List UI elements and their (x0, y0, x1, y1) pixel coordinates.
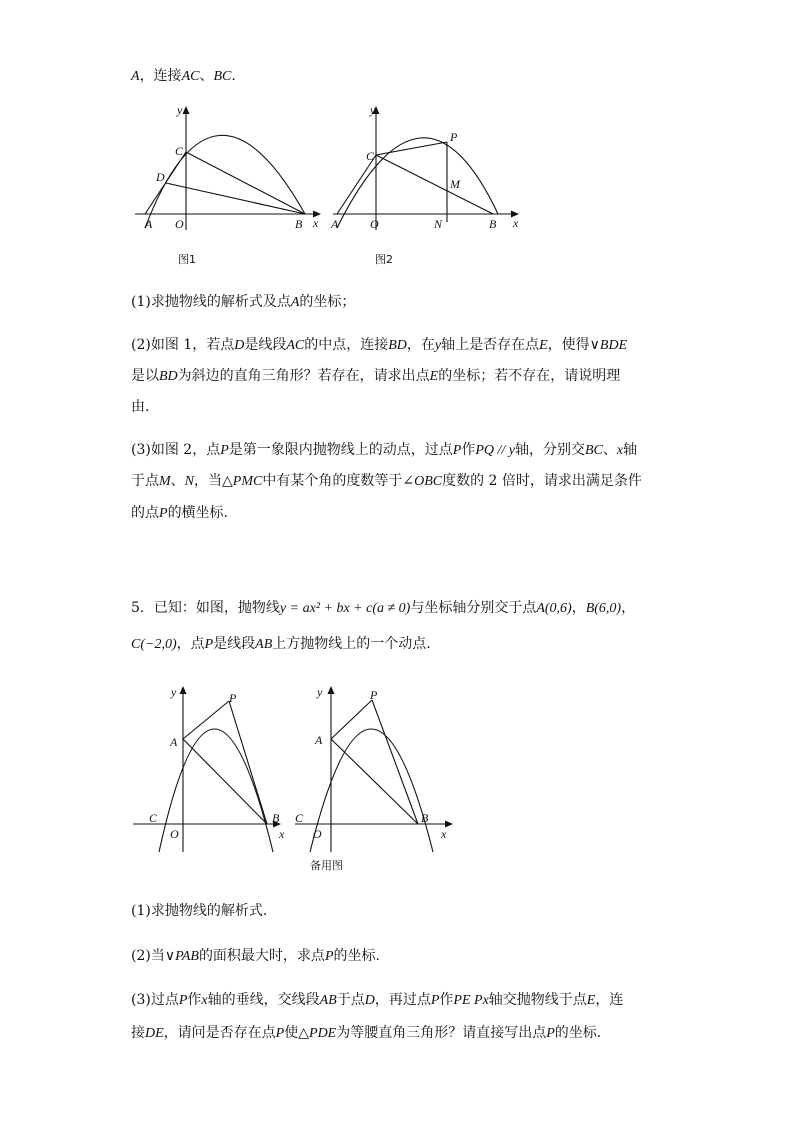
fig2-p-label: P (450, 130, 458, 144)
fig2-c-label: C (366, 149, 375, 163)
q4-part2-line2: 是以BD为斜边的直角三角形？若存在，请求出点E的坐标；若不存在，请说明理 (131, 368, 621, 384)
q5l-c-label: C (149, 811, 158, 825)
point-a-label: A (131, 69, 140, 84)
q5-part3-line1: (3)过点P作x轴的垂线，交线段AB于点D，再过点P作PE Px轴交抛物线于点E，连 (131, 992, 624, 1008)
figure-1 (125, 100, 325, 270)
fig2-a-label: A (331, 217, 339, 231)
fig1-caption: 图1 (178, 253, 196, 266)
q5r-x-label: x (441, 827, 447, 841)
fig2-x-label: x (513, 216, 519, 230)
fig2-o-label: O (370, 217, 379, 231)
q5-figure-right (275, 680, 455, 880)
q5l-y-arrow-icon (180, 686, 187, 694)
q5-part2: (2)当∨PAB的面积最大时，求点P的坐标. (131, 948, 380, 964)
fig2-n-label: N (434, 217, 443, 231)
fig1-a-label: A (145, 217, 153, 231)
q5r-p-label: P (370, 688, 378, 702)
q5l-segment-ap (183, 701, 229, 739)
q5r-y-label: y (317, 685, 323, 699)
q4-part3-line3: 的点P的横坐标. (131, 505, 229, 521)
q5-part1: (1)求抛物线的解析式. (131, 903, 268, 919)
fig2-segment-ac (337, 155, 376, 214)
fig1-o-label: O (175, 217, 184, 231)
q5r-c-label: C (295, 811, 304, 825)
q5l-b-label: B (272, 811, 280, 825)
fig1-y-label: y (177, 103, 183, 117)
q5r-parabola (310, 729, 433, 852)
q5r-a-label: A (315, 733, 323, 747)
q4-part3-line2: 于点M、N，当△PMC中有某个角的度数等于∠OBC度数的 2 倍时，请求出满足条件 (131, 473, 642, 489)
q5-statement-line2: C(−2,0)，点P是线段AB上方抛物线上的一个动点. (131, 636, 431, 652)
fig2-segment-cp (376, 142, 447, 155)
fig1-c-label: C (175, 144, 184, 158)
figure-2 (323, 100, 523, 270)
q5-statement-line1: 5．已知：如图，抛物线y = ax² + bx + c(a ≠ 0)与坐标轴分别交于点A(0,6)，B(6,0)， (131, 600, 636, 616)
fig2-caption: 图2 (375, 253, 393, 266)
q5r-y-arrow-icon (328, 686, 335, 694)
q4-part2-line1: (2)如图 1，若点D是线段AC的中点，连接BD，在y轴上是否存在点E，使得∨BDE (131, 337, 628, 353)
q5l-x-label: x (279, 827, 285, 841)
q4-intro: A，连接AC、BC. (131, 68, 236, 84)
q5-figure-left (125, 680, 295, 860)
q5r-b-label: B (421, 811, 429, 825)
q5l-p-label: P (229, 691, 237, 705)
fig2-b-label: B (489, 217, 497, 231)
fig1-d-label: D (156, 170, 165, 184)
q5r-segment-ab (331, 739, 418, 824)
fig2-y-label: y (370, 103, 376, 117)
fig1-y-arrow-icon (183, 106, 190, 114)
fig1-segment-cb (186, 152, 305, 214)
q5l-o-label: O (170, 827, 179, 841)
fig1-segment-ac (145, 152, 186, 214)
fig1-b-label: B (295, 217, 303, 231)
q4-part2-line3: 由. (131, 399, 150, 415)
q5l-y-label: y (171, 685, 177, 699)
q5r-o-label: O (313, 827, 322, 841)
q5-figure-caption: 备用图 (310, 859, 343, 872)
fig2-segment-cb (376, 155, 493, 214)
fig2-m-label: M (450, 177, 460, 191)
q4-part1: (1)求抛物线的解析式及点A的坐标； (131, 294, 356, 310)
q5r-segment-ap (331, 700, 372, 739)
fig1-x-label: x (313, 216, 319, 230)
q4-part3-line1: (3)如图 2，点P是第一象限内抛物线上的动点，过点P作PQ // y轴，分别交BC、x轴 (131, 442, 638, 458)
q5-part3-line2: 接DE，请问是否存在点P使△PDE为等腰直角三角形？请直接写出点P的坐标. (131, 1025, 602, 1041)
q5r-segment-pb (372, 700, 418, 824)
fig1-segment-db (166, 183, 305, 214)
q5l-a-label: A (170, 735, 178, 749)
